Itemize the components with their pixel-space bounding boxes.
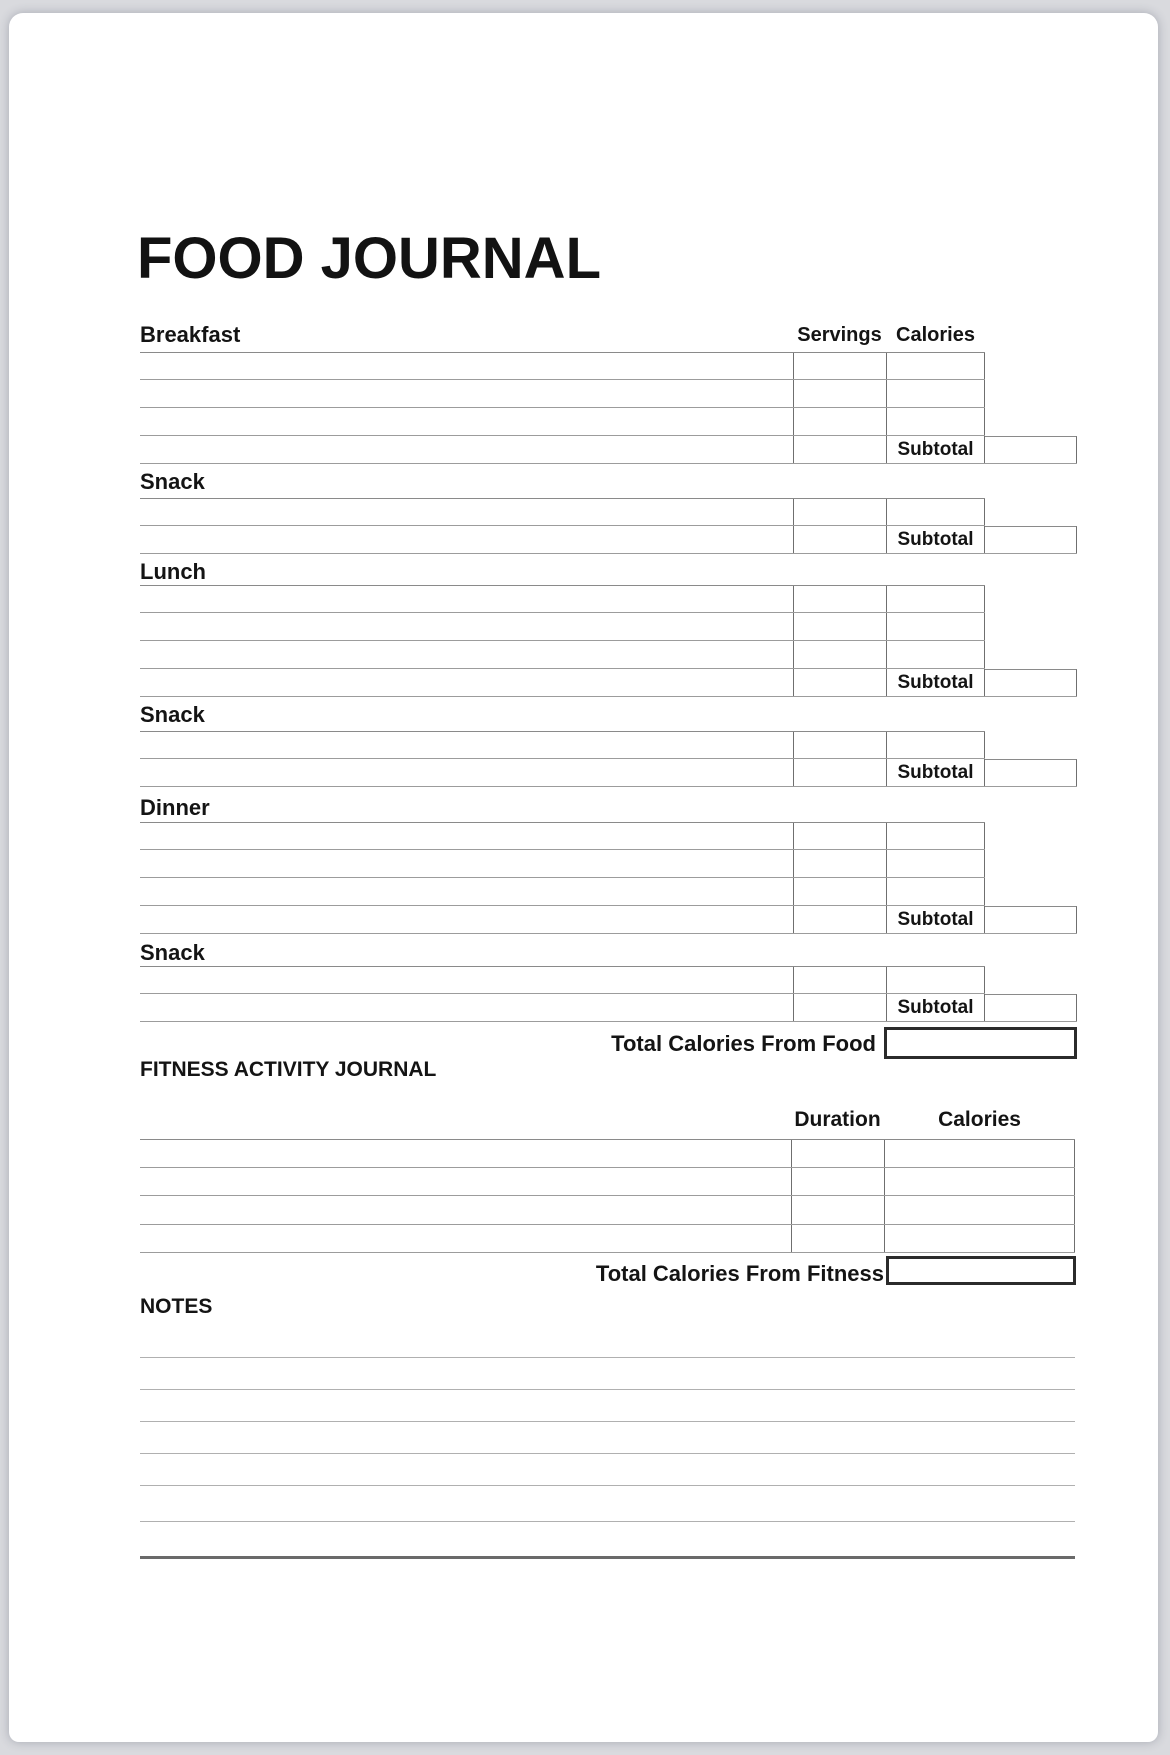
subtotal-row: [140, 436, 1077, 464]
subtotal-row: [140, 994, 1077, 1022]
food-item-field[interactable]: [140, 759, 793, 786]
calories-field[interactable]: [886, 380, 985, 407]
servings-field[interactable]: [793, 408, 886, 435]
breakfast-table: [140, 352, 1077, 464]
column-header-calories: Calories: [896, 324, 975, 346]
food-item-field[interactable]: [140, 526, 793, 553]
total-calories-fitness-field[interactable]: [886, 1256, 1076, 1285]
notes-line[interactable]: [140, 1521, 1075, 1522]
servings-field[interactable]: [793, 823, 886, 849]
calories-field[interactable]: [884, 1196, 1075, 1224]
table-row: [140, 408, 985, 436]
calories-field[interactable]: [886, 850, 985, 877]
food-item-field[interactable]: [140, 878, 793, 905]
subtotal-value-field[interactable]: [985, 436, 1077, 463]
activity-field[interactable]: [140, 1168, 791, 1196]
total-calories-fitness-label: Total Calories From Fitness: [595, 1261, 884, 1286]
section-label-snack-3: Snack: [140, 940, 205, 965]
table-row: [140, 1225, 1075, 1254]
subtotal-row: [140, 669, 1077, 697]
food-item-field[interactable]: [140, 408, 793, 435]
snack-2-table: [140, 731, 1077, 787]
column-header-fitness-calories: Calories: [938, 1108, 1021, 1131]
notes-line[interactable]: [140, 1389, 1075, 1390]
food-item-field[interactable]: [140, 436, 793, 463]
subtotal-row: [140, 759, 1077, 787]
table-row: [140, 731, 985, 759]
calories-field[interactable]: [886, 499, 985, 525]
subtotal-value-field[interactable]: [985, 994, 1077, 1021]
table-row: [140, 878, 985, 906]
servings-field[interactable]: [793, 613, 886, 640]
subtotal-label: Subtotal: [886, 906, 985, 933]
calories-field[interactable]: [886, 878, 985, 905]
subtotal-label: Subtotal: [886, 994, 985, 1021]
lunch-table: [140, 585, 1077, 697]
table-row: [140, 585, 985, 613]
calories-field[interactable]: [886, 823, 985, 849]
subtotal-label: Subtotal: [886, 526, 985, 553]
table-row: [140, 380, 985, 408]
servings-field[interactable]: [793, 526, 886, 553]
total-calories-food-field[interactable]: [884, 1027, 1077, 1059]
servings-field[interactable]: [793, 967, 886, 993]
table-row: [140, 1139, 1075, 1168]
subtotal-label: Subtotal: [886, 759, 985, 786]
calories-field[interactable]: [884, 1168, 1075, 1196]
calories-field[interactable]: [886, 641, 985, 668]
food-item-field[interactable]: [140, 380, 793, 407]
servings-field[interactable]: [793, 669, 886, 696]
activity-field[interactable]: [140, 1140, 791, 1167]
notes-line[interactable]: [140, 1357, 1075, 1358]
total-calories-food-label: Total Calories From Food: [611, 1031, 876, 1056]
table-row: [140, 1168, 1075, 1197]
fitness-journal-title: FITNESS ACTIVITY JOURNAL: [140, 1058, 437, 1081]
snack-3-table: [140, 966, 1077, 1022]
food-item-field[interactable]: [140, 613, 793, 640]
calories-field[interactable]: [886, 353, 985, 379]
calories-field[interactable]: [886, 408, 985, 435]
dinner-table: [140, 822, 1077, 934]
activity-field[interactable]: [140, 1225, 791, 1253]
table-row: [140, 613, 985, 641]
servings-field[interactable]: [793, 759, 886, 786]
subtotal-value-field[interactable]: [985, 759, 1077, 786]
subtotal-value-field[interactable]: [985, 526, 1077, 553]
servings-field[interactable]: [793, 499, 886, 525]
table-row: [140, 966, 985, 994]
calories-field[interactable]: [886, 586, 985, 612]
table-row: [140, 352, 985, 380]
servings-field[interactable]: [793, 850, 886, 877]
servings-field[interactable]: [793, 436, 886, 463]
section-label-snack-2: Snack: [140, 702, 205, 727]
table-row: [140, 850, 985, 878]
servings-field[interactable]: [793, 380, 886, 407]
calories-field[interactable]: [886, 613, 985, 640]
notes-line[interactable]: [140, 1453, 1075, 1454]
servings-field[interactable]: [793, 353, 886, 379]
food-item-field[interactable]: [140, 906, 793, 933]
subtotal-row: [140, 526, 1077, 554]
food-item-field[interactable]: [140, 732, 793, 758]
notes-title: NOTES: [140, 1295, 213, 1318]
duration-field[interactable]: [791, 1196, 884, 1224]
food-item-field[interactable]: [140, 994, 793, 1021]
servings-field[interactable]: [793, 586, 886, 612]
servings-field[interactable]: [793, 641, 886, 668]
food-item-field[interactable]: [140, 641, 793, 668]
subtotal-row: [140, 906, 1077, 934]
servings-field[interactable]: [793, 906, 886, 933]
section-label-lunch: Lunch: [140, 559, 206, 584]
section-label-breakfast: Breakfast: [140, 322, 241, 347]
servings-field[interactable]: [793, 878, 886, 905]
table-row: [140, 822, 985, 850]
column-header-duration: Duration: [794, 1108, 881, 1131]
table-row: [140, 1196, 1075, 1225]
snack-1-table: [140, 498, 1077, 554]
food-item-field[interactable]: [140, 967, 793, 993]
page-title: FOOD JOURNAL: [137, 226, 601, 291]
duration-field[interactable]: [791, 1225, 884, 1253]
subtotal-label: Subtotal: [886, 436, 985, 463]
servings-field[interactable]: [793, 994, 886, 1021]
table-row: [140, 641, 985, 669]
food-item-field[interactable]: [140, 586, 793, 612]
fitness-table: [140, 1139, 1075, 1253]
servings-field[interactable]: [793, 732, 886, 758]
activity-field[interactable]: [140, 1196, 791, 1224]
section-label-snack-1: Snack: [140, 469, 205, 494]
food-item-field[interactable]: [140, 823, 793, 849]
notes-line[interactable]: [140, 1421, 1075, 1422]
food-item-field[interactable]: [140, 353, 793, 379]
section-label-dinner: Dinner: [140, 795, 210, 820]
notes-line[interactable]: [140, 1556, 1075, 1559]
subtotal-label: Subtotal: [886, 669, 985, 696]
food-item-field[interactable]: [140, 499, 793, 525]
duration-field[interactable]: [791, 1140, 884, 1167]
duration-field[interactable]: [791, 1168, 884, 1196]
table-row: [140, 498, 985, 526]
notes-line[interactable]: [140, 1485, 1075, 1486]
food-item-field[interactable]: [140, 850, 793, 877]
subtotal-value-field[interactable]: [985, 906, 1077, 933]
column-header-servings: Servings: [797, 324, 882, 346]
food-item-field[interactable]: [140, 669, 793, 696]
calories-field[interactable]: [884, 1225, 1075, 1253]
calories-field[interactable]: [886, 732, 985, 758]
subtotal-value-field[interactable]: [985, 669, 1077, 696]
calories-field[interactable]: [884, 1140, 1075, 1167]
calories-field[interactable]: [886, 967, 985, 993]
